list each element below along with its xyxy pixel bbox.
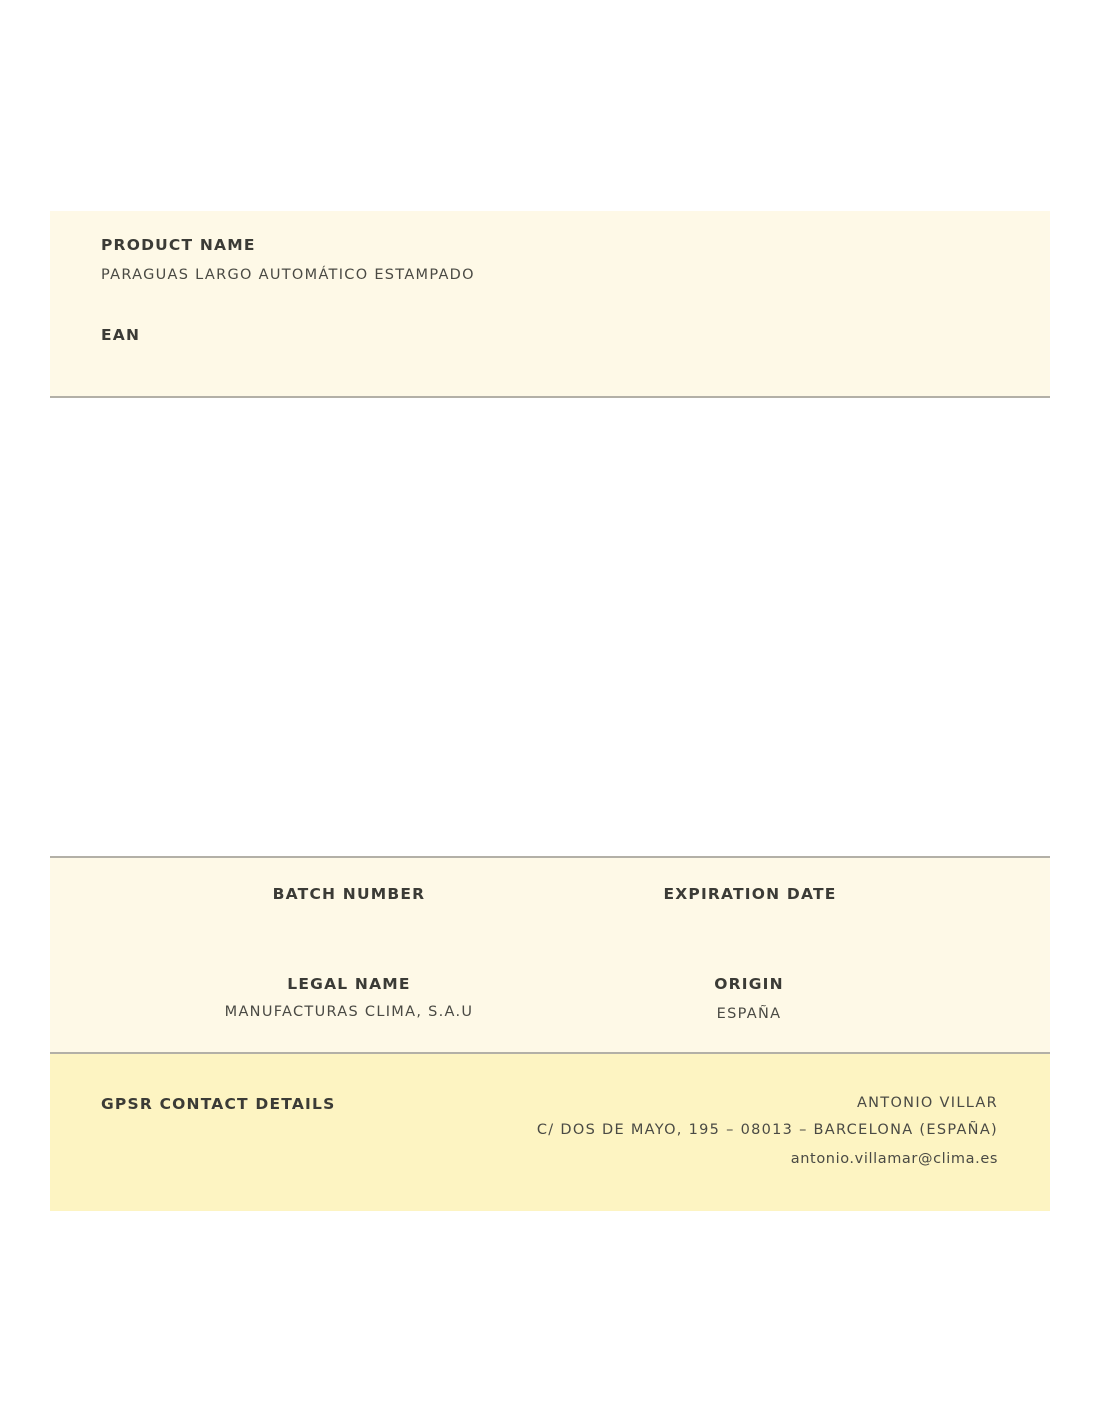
contact-address: C/ DOS DE MAYO, 195 – 08013 – BARCELONA (ESPAÑA): [536, 1122, 998, 1138]
batch-number-label: BATCH NUMBER: [272, 885, 426, 903]
origin-label: ORIGIN: [714, 975, 784, 993]
contact-email[interactable]: antonio.villamar@clima.es: [790, 1151, 998, 1167]
product-name-value: PARAGUAS LARGO AUTOMÁTICO ESTAMPADO: [101, 267, 475, 283]
expiration-date-label: EXPIRATION DATE: [663, 885, 837, 903]
legal-name-label: LEGAL NAME: [287, 975, 411, 993]
legal-name-value: MANUFACTURAS CLIMA, S.A.U: [224, 1004, 474, 1020]
product-details-panel: [50, 856, 1050, 1054]
gpsr-contact-label: GPSR CONTACT DETAILS: [101, 1095, 336, 1113]
contact-name: ANTONIO VILLAR: [856, 1095, 998, 1111]
ean-label: EAN: [101, 326, 141, 344]
gpsr-contact-panel: [50, 1054, 1050, 1211]
product-info-panel: [50, 211, 1050, 398]
origin-value: ESPAÑA: [716, 1006, 782, 1022]
product-name-label: PRODUCT NAME: [101, 236, 256, 254]
